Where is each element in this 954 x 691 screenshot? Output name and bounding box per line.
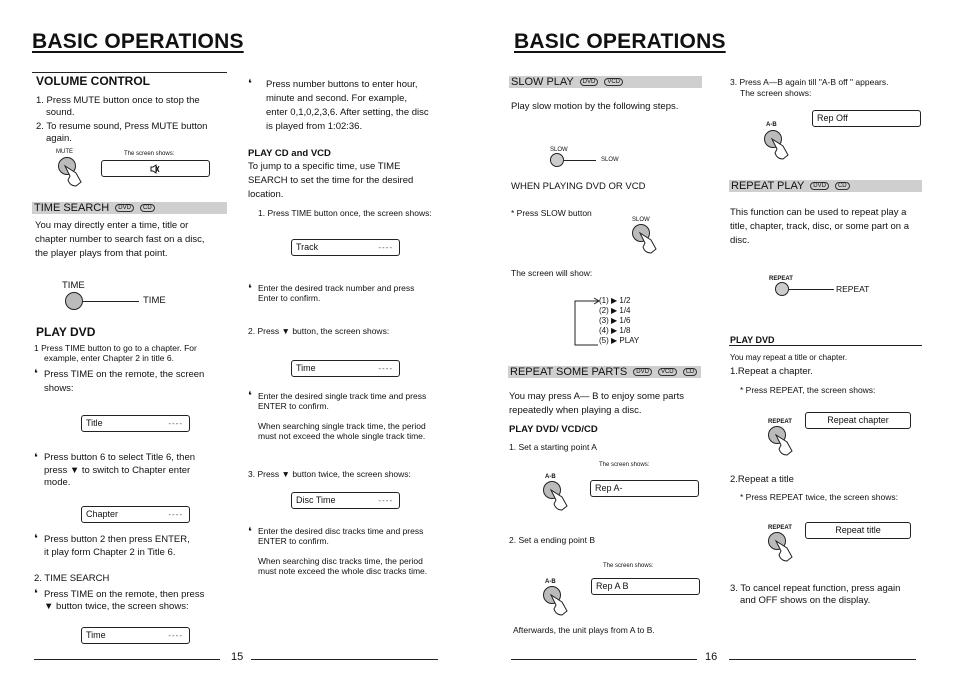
- slow-play-heading-bar: [509, 76, 702, 88]
- slow-speed-list: [599, 296, 639, 346]
- slow-speed-item: (5) ▶ PLAY: [599, 336, 640, 345]
- volume-heading-rule: [32, 72, 227, 73]
- repeat-play-heading-bar: [729, 180, 922, 192]
- slow-btn-label: SLOW: [550, 147, 568, 153]
- lcd-disc-time: [291, 492, 400, 509]
- lcd-disc-text: Disc Time: [296, 495, 336, 505]
- repeat-c3b: and OFF shows on the display.: [740, 595, 871, 606]
- repeat-r1: This function can be used to repeat play a: [730, 207, 907, 218]
- slow-speed-bracket: [574, 297, 600, 347]
- time-button-line: [83, 301, 139, 302]
- ab-label-3: A-B: [766, 122, 777, 128]
- play-cd-vcd-heading: PLAY CD and VCD: [248, 148, 331, 159]
- lcd-time: [81, 627, 190, 644]
- lcd-rep-off: Rep Off: [812, 110, 921, 127]
- time-search-p1: You may directly enter a time, title or: [35, 220, 189, 231]
- left-page-number: 15: [231, 651, 244, 663]
- cd-n2b: must not exceed the whole single track time.: [258, 431, 426, 441]
- rep-btn2-label: REPEAT: [768, 525, 792, 531]
- slow-speed-item: (2) ▶ 1/4: [599, 306, 631, 315]
- step3a: 3. Press A—B again till "A-B off " appears.: [730, 77, 889, 87]
- volume-step1b: sound.: [46, 107, 75, 118]
- repeat-button-line: [789, 289, 834, 290]
- repeat-c1: 1.Repeat a chapter.: [730, 366, 813, 377]
- ab-label-1: A-B: [545, 474, 556, 480]
- play-dvd-s3a: Press button 6 to select Title 6, then: [44, 452, 196, 463]
- repeat-parts-screen-shows2: The screen shows:: [603, 563, 654, 569]
- left-footer-rule-b: [251, 659, 438, 660]
- lcd-track-dash: ----: [378, 243, 393, 252]
- repeat-c1b: * Press REPEAT, the screen shows:: [740, 385, 876, 395]
- bullet-icon: ❛: [34, 533, 38, 545]
- slow-press: * Press SLOW button: [511, 208, 592, 218]
- col2-b1b: minute and second. For example,: [266, 93, 407, 104]
- cd-e3b: ENTER to confirm.: [258, 536, 329, 546]
- lcd-title-text: Title: [86, 418, 103, 428]
- play-dvd-s1a: 1 Press TIME button to go to a chapter. For: [34, 343, 197, 353]
- lcd-time2-text: Time: [296, 363, 316, 373]
- hand-pointer-icon: [637, 231, 659, 255]
- rep-btn1-label: REPEAT: [768, 419, 792, 425]
- play-dvd-s2b: shows:: [44, 383, 74, 394]
- lcd-chapter-dash: ----: [168, 510, 183, 519]
- repeat-parts-step1: 1. Set a starting point A: [509, 442, 597, 452]
- repeat-parts-screen-shows1: The screen shows:: [599, 462, 650, 468]
- bullet-icon: ❛: [248, 283, 252, 295]
- left-footer-rule-a: [34, 659, 220, 660]
- repeat-line-label: REPEAT: [836, 284, 870, 294]
- hand-pointer-icon: [769, 137, 791, 161]
- slow-line-label: SLOW: [601, 157, 619, 163]
- cd-p1: To jump to a specific time, use TIME: [248, 161, 401, 172]
- lcd-disc-dash: ----: [378, 496, 393, 505]
- dvd-badge: DVD: [580, 78, 599, 86]
- col2-b1d: is played from 1:02:36.: [266, 121, 363, 132]
- slow-when: WHEN PLAYING DVD OR VCD: [511, 181, 646, 192]
- lcd-chapter: [81, 506, 190, 523]
- dvd-badge: DVD: [115, 204, 134, 212]
- time-search-2: 2. TIME SEARCH: [34, 573, 110, 584]
- time-search-p3: the player plays from that point.: [35, 248, 168, 259]
- mute-label: MUTE: [56, 149, 73, 155]
- repeat-c2b: * Press REPEAT twice, the screen shows:: [740, 492, 898, 502]
- lcd-track-text: Track: [296, 242, 319, 252]
- repeat-btn-label: REPEAT: [769, 276, 793, 282]
- lcd-repeat-title: Repeat title: [805, 522, 911, 539]
- slow-button-line: [564, 160, 596, 161]
- mute-speaker-icon: [150, 164, 160, 174]
- ab-label-2: A-B: [545, 579, 556, 585]
- slow-button[interactable]: [550, 153, 564, 167]
- repeat-parts-step2: 2. Set a ending point B: [509, 535, 596, 545]
- repeat-parts-p2: repeatedly when playing a disc.: [509, 405, 642, 416]
- lcd-track: [291, 239, 400, 256]
- play-dvd-s4a: Press button 2 then press ENTER,: [44, 534, 190, 545]
- play-dvd-s5b: ▼ button twice, the screen shows:: [44, 601, 189, 612]
- hand-pointer-icon: [773, 433, 795, 457]
- hand-pointer-icon: [548, 593, 570, 617]
- repeat-button[interactable]: [775, 282, 789, 296]
- time-line-label: TIME: [143, 295, 166, 306]
- slow-play-heading: SLOW PLAY: [511, 76, 574, 88]
- play-dvd-heading: PLAY DVD: [36, 325, 96, 339]
- repeat-r3: disc.: [730, 235, 750, 246]
- hand-pointer-icon: [773, 539, 795, 563]
- cd-n3b: must note exceed the whole disc tracks time.: [258, 566, 428, 576]
- play-dvd-s3b: press ▼ to switch to Chapter enter: [44, 465, 191, 476]
- repeat-parts-after: Afterwards, the unit plays from A to B.: [513, 625, 655, 635]
- mute-screen-lcd: [101, 160, 210, 177]
- cd-badge: CD: [835, 182, 850, 190]
- cd-n2a: When searching single track time, the period: [258, 421, 426, 431]
- repeat-play-heading: REPEAT PLAY: [731, 180, 805, 192]
- time-search-heading: TIME SEARCH: [34, 202, 110, 214]
- cd-badge: CD: [683, 368, 698, 376]
- right-page-title: BASIC OPERATIONS: [514, 30, 726, 53]
- time-button[interactable]: [65, 292, 83, 310]
- lcd-title-dash: ----: [168, 419, 183, 428]
- mute-screen-shows: The screen shows:: [124, 151, 175, 157]
- lcd-rep-ab: Rep A B: [591, 578, 700, 595]
- cd-step3: 3. Press ▼ button twice, the screen shows:: [248, 469, 411, 479]
- bullet-icon: ❛: [248, 526, 252, 538]
- lcd-time2-dash: ----: [378, 364, 393, 373]
- col2-b1a: Press number buttons to enter hour,: [266, 79, 418, 90]
- cd-p3: location.: [248, 189, 284, 200]
- right-page-number: 16: [705, 651, 718, 663]
- cd-e1a: Enter the desired track number and press: [258, 283, 415, 293]
- slow-screen-show: The screen will show:: [511, 268, 593, 278]
- slow-btn2-label: SLOW: [632, 217, 650, 223]
- right-footer-rule-a: [511, 659, 697, 660]
- play-dvd-s3c: mode.: [44, 477, 71, 488]
- cd-e1b: Enter to confirm.: [258, 293, 321, 303]
- lcd-chapter-text: Chapter: [86, 509, 119, 519]
- bullet-icon: ❛: [34, 452, 38, 464]
- repeat-may: You may repeat a title or chapter.: [730, 353, 848, 362]
- volume-step2b: again.: [46, 133, 72, 144]
- col2-b1c: enter 0,1,0,2,3,6. After setting, the disc: [266, 107, 429, 118]
- slow-speed-item: (4) ▶ 1/8: [599, 326, 631, 335]
- bullet-icon: ❛: [34, 588, 38, 600]
- repeat-r2: title, chapter, track, disc, or some part on a: [730, 221, 909, 232]
- repeat-parts-heading: REPEAT SOME PARTS: [510, 366, 628, 378]
- repeat-parts-sub: PLAY DVD/ VCD/CD: [509, 424, 598, 435]
- cd-n3a: When searching disc tracks time, the period: [258, 556, 423, 566]
- lcd-time2: [291, 360, 400, 377]
- lcd-time-text: Time: [86, 630, 106, 640]
- repeat-parts-heading-bar: [508, 366, 701, 378]
- right-play-dvd-heading: PLAY DVD: [730, 335, 775, 345]
- play-dvd-s2a: Press TIME on the remote, the screen: [44, 369, 205, 380]
- slow-p1: Play slow motion by the following steps.: [511, 101, 679, 112]
- bullet-icon: ❛: [34, 368, 38, 380]
- cd-e2b: ENTER to confirm.: [258, 401, 329, 411]
- volume-heading: VOLUME CONTROL: [36, 74, 150, 88]
- cd-p2: SEARCH to set the time for the desired: [248, 175, 414, 186]
- volume-step2a: 2. To resume sound, Press MUTE button: [36, 121, 208, 132]
- lcd-title: [81, 415, 190, 432]
- vcd-badge: VCD: [604, 78, 623, 86]
- lcd-time-dash: ----: [168, 631, 183, 640]
- time-search-heading-bar: [32, 202, 227, 214]
- cd-e3a: Enter the desired disc tracks time and press: [258, 526, 424, 536]
- play-dvd-s1b: example, enter Chapter 2 in title 6.: [44, 353, 174, 363]
- lcd-repeat-chapter: Repeat chapter: [805, 412, 911, 429]
- lcd-rep-a: Rep A-: [590, 480, 699, 497]
- repeat-c2: 2.Repeat a title: [730, 474, 794, 485]
- step3b: The screen shows:: [740, 88, 812, 98]
- left-page-title: BASIC OPERATIONS: [32, 30, 244, 53]
- play-dvd-s4b: it play form Chapter 2 in Title 6.: [44, 547, 176, 558]
- dvd-badge: DVD: [633, 368, 652, 376]
- repeat-parts-p1: You may press A— B to enjoy some parts: [509, 391, 684, 402]
- slow-speed-item: (1) ▶ 1/2: [599, 296, 631, 305]
- right-footer-rule-b: [729, 659, 916, 660]
- hand-pointer-icon: [62, 164, 84, 188]
- play-dvd-s5a: Press TIME on the remote, then press: [44, 589, 205, 600]
- bullet-icon: ❛: [248, 78, 252, 90]
- slow-speed-item: (3) ▶ 1/6: [599, 316, 631, 325]
- right-play-dvd-rule: [729, 345, 922, 346]
- repeat-c3a: 3. To cancel repeat function, press again: [730, 583, 901, 594]
- time-button-label: TIME: [62, 280, 85, 291]
- vcd-badge: VCD: [658, 368, 677, 376]
- cd-step2: 2. Press ▼ button, the screen shows:: [248, 326, 390, 336]
- hand-pointer-icon: [548, 488, 570, 512]
- volume-step1a: 1. Press MUTE button once to stop the: [36, 95, 200, 106]
- cd-badge: CD: [140, 204, 155, 212]
- time-search-p2: chapter number to search fast on a disc,: [35, 234, 205, 245]
- dvd-badge: DVD: [810, 182, 829, 190]
- bullet-icon: ❛: [248, 390, 252, 402]
- cd-e2a: Enter the desired single track time and press: [258, 391, 427, 401]
- cd-step1: 1. Press TIME button once, the screen shows:: [258, 208, 432, 218]
